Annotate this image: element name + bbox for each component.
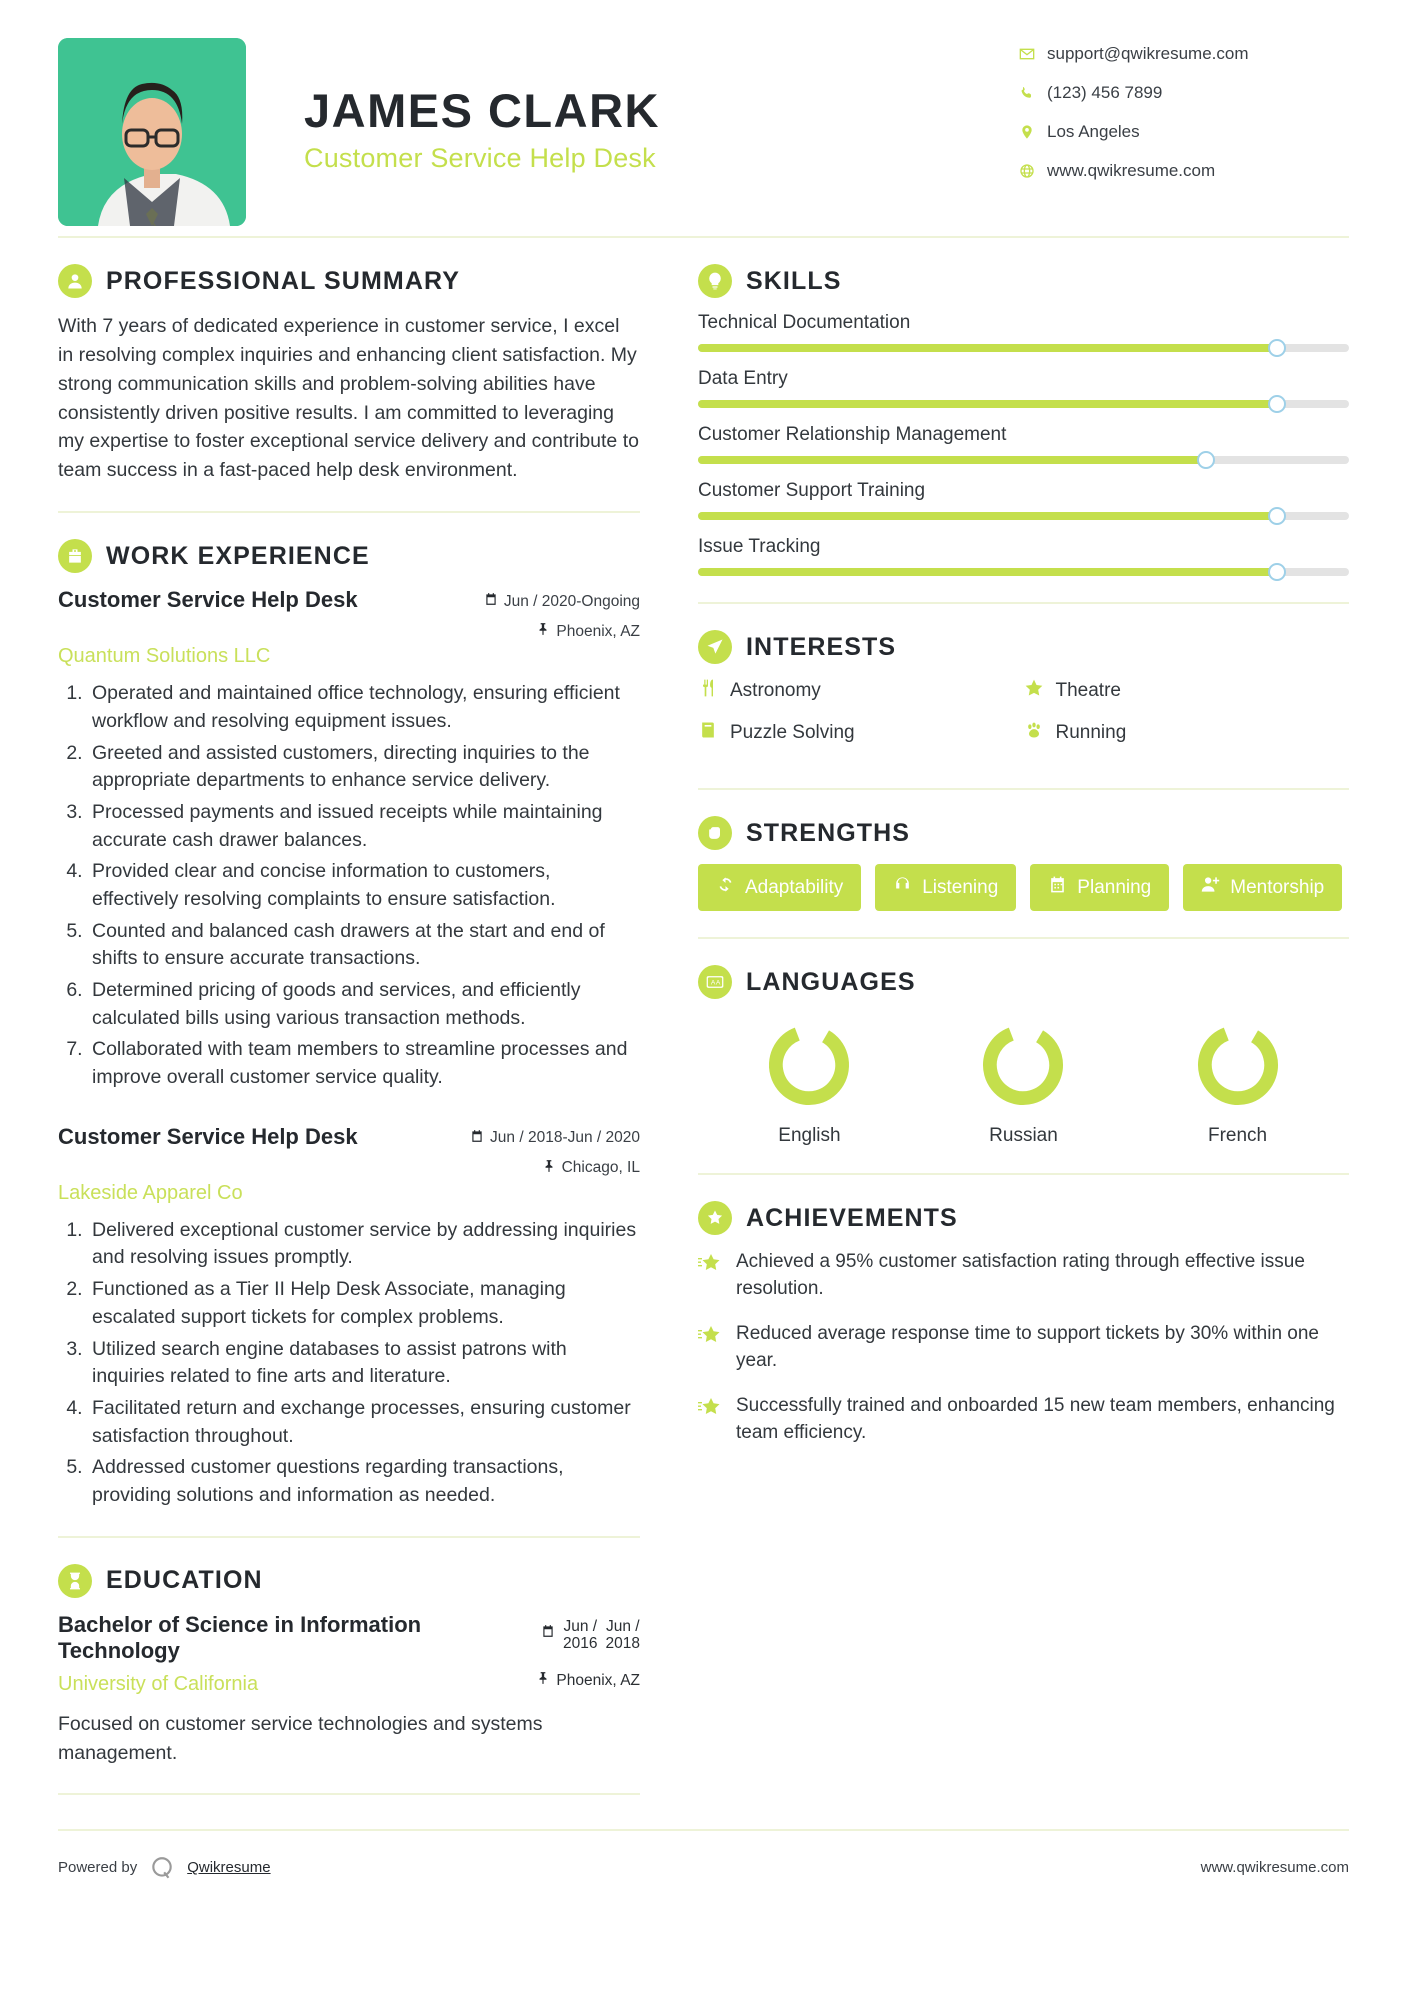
- work-bullet: 6. Determined pricing of goods and services, and efficiently calculated bills using various transaction methods.: [88, 977, 640, 1032]
- education-note: Focused on customer service technologies and systems management.: [58, 1713, 543, 1764]
- interests-list: [698, 678, 1349, 762]
- section-header: [58, 1564, 640, 1598]
- education-start-year: 2016: [563, 1635, 598, 1653]
- work-bullets: [58, 1217, 640, 1510]
- skill-fill: [698, 568, 1277, 576]
- section-languages: [698, 939, 1349, 1175]
- section-skills: [698, 238, 1349, 604]
- fist-icon: [698, 816, 732, 850]
- language-label: French: [1207, 1125, 1268, 1146]
- calendar-icon: [1048, 875, 1067, 900]
- education-end-year: 2018: [605, 1635, 640, 1653]
- work-bullets: [58, 680, 640, 1092]
- education-degree: Bachelor of Science in Information Technology: [58, 1611, 422, 1664]
- column-gap: [670, 238, 698, 1795]
- achievement-text: Reduced average response time to support tickets by 30% within one year.: [736, 1322, 1319, 1371]
- section-divider: [58, 1793, 640, 1795]
- work-role: Customer Service Help Desk: [58, 587, 358, 613]
- work-bullet: 2. Greeted and assisted customers, directing inquiries to the appropriate departments to enhance service delivery.: [88, 740, 640, 795]
- work-dates-row: [470, 1129, 640, 1148]
- education-start-month: Jun /: [563, 1617, 598, 1635]
- skill-knob: [1268, 339, 1286, 357]
- paperplane-icon: [698, 630, 732, 664]
- language-label: English: [778, 1125, 841, 1146]
- contact-phone-value: (123) 456 7899: [1047, 83, 1163, 102]
- achievement-item: [698, 1321, 1349, 1375]
- education-entry-header: [58, 1612, 640, 1666]
- footer-website[interactable]: www.qwikresume.com: [1200, 1859, 1349, 1877]
- qwikresume-logo-icon: [149, 1855, 175, 1881]
- phone-icon: [1019, 85, 1047, 101]
- avatar-image: [58, 38, 246, 226]
- work-organization: Lakeside Apparel Co: [58, 1181, 243, 1204]
- identity-block: [246, 38, 1019, 174]
- skill-label: Technical Documentation: [698, 312, 911, 333]
- language-item: [704, 1019, 915, 1147]
- section-title: ACHIEVEMENTS: [746, 1203, 958, 1232]
- section-interests: [698, 604, 1349, 790]
- language-item: [1132, 1019, 1343, 1147]
- refresh-icon: [716, 875, 735, 900]
- education-end-month: Jun /: [605, 1617, 640, 1635]
- skill-slider[interactable]: [698, 512, 1349, 520]
- work-bullet: 3. Utilized search engine databases to assist patrons with inquiries related to fine arts and literature.: [88, 1336, 640, 1391]
- work-meta: [484, 587, 640, 641]
- strength-label: Adaptability: [745, 876, 844, 898]
- skill-label: Data Entry: [698, 368, 788, 389]
- pin-icon: [536, 622, 550, 641]
- work-bullet: 1. Delivered exceptional customer service by addressing inquiries and resolving issues promptly.: [88, 1217, 640, 1272]
- achievement-item: [698, 1393, 1349, 1447]
- strength-chip: [1183, 864, 1342, 911]
- skill-slider[interactable]: [698, 344, 1349, 352]
- section-work-experience: [58, 513, 640, 1538]
- svg-text:A: A: [715, 979, 721, 987]
- work-bullet: 3. Processed payments and issued receipts while maintaining accurate cash drawer balances.: [88, 799, 640, 854]
- paw-icon: [1024, 720, 1044, 746]
- education-location-row: [536, 1671, 640, 1690]
- contact-location[interactable]: [1019, 122, 1349, 142]
- star-icon: [698, 1321, 722, 1375]
- section-title: INTERESTS: [746, 632, 897, 661]
- contact-location-value: Los Angeles: [1047, 122, 1140, 141]
- work-dates: Jun / 2018-Jun / 2020: [490, 1129, 640, 1147]
- work-meta: [470, 1124, 640, 1178]
- star-icon: [698, 1249, 722, 1303]
- work-bullet: 7. Collaborated with team members to streamline processes and improve overall customer service quality.: [88, 1036, 640, 1091]
- skill-item: [698, 480, 1349, 520]
- interest-item: [698, 678, 1024, 704]
- interest-item: [1024, 678, 1350, 704]
- section-header: [698, 630, 1349, 664]
- summary-text: With 7 years of dedicated experience in customer service, I excel in resolving complex inquiries and enhancing client satisfaction. My strong communication skills and problem-solving abilities have consistently driven positive results. I am committed to leveraging my expertise to foster exceptional service delivery and contribute to team success in a fast-paced help desk environment.: [58, 315, 639, 482]
- section-title: LANGUAGES: [746, 967, 916, 996]
- contact-list: [1019, 38, 1349, 200]
- globe-icon: [1019, 163, 1047, 179]
- user-plus-icon: [1201, 875, 1220, 900]
- skill-slider[interactable]: [698, 456, 1349, 464]
- interest-label: Astronomy: [730, 680, 821, 701]
- strengths-list: [698, 864, 1349, 911]
- work-entry: [58, 1124, 640, 1510]
- languages-list: [698, 1013, 1349, 1147]
- work-bullet: 4. Facilitated return and exchange processes, ensuring customer satisfaction throughout.: [88, 1395, 640, 1450]
- cutlery-icon: [698, 678, 718, 704]
- section-education: [58, 1538, 640, 1795]
- education-dates: [541, 1612, 640, 1654]
- bulb-icon: [698, 264, 732, 298]
- work-role: Customer Service Help Desk: [58, 1123, 358, 1149]
- work-bullet: 5. Addressed customer questions regarding transactions, providing solutions and information as needed.: [88, 1454, 640, 1509]
- job-title: Customer Service Help Desk: [304, 143, 656, 174]
- work-dates: Jun / 2020-Ongoing: [503, 592, 640, 610]
- interest-label: Theatre: [1055, 680, 1121, 701]
- section-achievements: [698, 1175, 1349, 1447]
- content-columns: [58, 238, 1349, 1795]
- pin-icon: [542, 1159, 556, 1178]
- skill-item: [698, 536, 1349, 576]
- contact-website[interactable]: [1019, 161, 1349, 181]
- skill-item: [698, 368, 1349, 408]
- book-icon: [698, 720, 718, 746]
- section-header: [698, 1201, 1349, 1235]
- achievement-text: Achieved a 95% customer satisfaction rating through effective issue resolution.: [736, 1251, 1305, 1299]
- section-title: SKILLS: [746, 266, 842, 295]
- graduation-icon: [58, 1564, 92, 1598]
- contact-email[interactable]: [1019, 44, 1349, 64]
- section-title: PROFESSIONAL SUMMARY: [106, 266, 460, 295]
- section-header: [698, 264, 1349, 298]
- skill-knob: [1268, 563, 1286, 581]
- person-icon: [58, 264, 92, 298]
- language-item: [918, 1019, 1129, 1147]
- section-header: [58, 539, 640, 573]
- right-column: [698, 238, 1349, 1795]
- avatar: [58, 38, 246, 226]
- footer: [58, 1831, 1349, 1911]
- work-entry: [58, 587, 640, 1092]
- work-location-row: [484, 622, 640, 641]
- briefcase-icon: [58, 539, 92, 573]
- work-bullet: 5. Counted and balanced cash drawers at the start and end of shifts to ensure accurate transactions.: [88, 918, 640, 973]
- footer-branding: [58, 1855, 271, 1881]
- skill-knob: [1268, 395, 1286, 413]
- svg-text:A: A: [710, 979, 716, 987]
- email-icon: [1019, 46, 1047, 62]
- page-title: JAMES CLARK: [304, 84, 660, 137]
- skill-fill: [698, 400, 1277, 408]
- work-entry-header: [58, 587, 640, 641]
- skill-slider[interactable]: [698, 400, 1349, 408]
- skill-label: Customer Relationship Management: [698, 424, 1007, 445]
- work-location: Chicago, IL: [561, 1159, 640, 1177]
- section-title: STRENGTHS: [746, 818, 911, 847]
- section-title: WORK EXPERIENCE: [106, 541, 370, 570]
- skill-label: Customer Support Training: [698, 480, 926, 501]
- interest-label: Running: [1055, 722, 1127, 743]
- section-header: [698, 965, 1349, 999]
- language-label: Russian: [989, 1125, 1058, 1146]
- qwikresume-link[interactable]: Qwikresume: [187, 1859, 271, 1877]
- education-organization: University of California: [58, 1673, 259, 1696]
- powered-by-label: Powered by: [58, 1859, 138, 1877]
- achievement-item: [698, 1249, 1349, 1303]
- language-donut: [977, 1019, 1069, 1111]
- education-location: Phoenix, AZ: [556, 1671, 640, 1689]
- interest-label: Puzzle Solving: [730, 722, 855, 743]
- language-donut: [763, 1019, 855, 1111]
- pin-icon: [536, 1671, 550, 1690]
- education-end-date: [606, 1618, 640, 1654]
- left-column: [58, 238, 670, 1795]
- calendar-icon: [541, 1618, 555, 1643]
- contact-website-value: www.qwikresume.com: [1047, 161, 1216, 180]
- star-icon: [698, 1393, 722, 1447]
- star-icon: [1024, 678, 1044, 704]
- work-location-row: [470, 1159, 640, 1178]
- skill-label: Issue Tracking: [698, 536, 821, 557]
- work-dates-row: [484, 592, 640, 611]
- work-bullet: 1. Operated and maintained office technology, ensuring efficient workflow and resolving equipment issues.: [88, 680, 640, 735]
- section-strengths: [698, 790, 1349, 939]
- strength-label: Mentorship: [1230, 876, 1325, 898]
- work-location: Phoenix, AZ: [556, 622, 640, 640]
- skill-item: [698, 424, 1349, 464]
- contact-email-value: support@qwikresume.com: [1047, 44, 1249, 63]
- interest-item: [698, 720, 1024, 746]
- work-entry-header: [58, 1124, 640, 1178]
- skill-knob: [1268, 507, 1286, 525]
- strength-label: Planning: [1077, 876, 1152, 898]
- work-bullet: 4. Provided clear and concise information to customers, effectively resolving complaints to ensure satisfaction.: [88, 858, 640, 913]
- strength-chip: [698, 864, 861, 911]
- section-title: EDUCATION: [106, 1566, 263, 1595]
- calendar-icon: [470, 1129, 484, 1148]
- skill-slider[interactable]: [698, 568, 1349, 576]
- strength-label: Listening: [922, 876, 999, 898]
- resume-header: [58, 38, 1349, 236]
- skill-item: [698, 312, 1349, 352]
- contact-phone[interactable]: [1019, 83, 1349, 103]
- interest-item: [1024, 720, 1350, 746]
- strength-chip: [1030, 864, 1169, 911]
- skill-knob: [1197, 451, 1215, 469]
- location-icon: [1019, 124, 1047, 140]
- section-header: [58, 264, 640, 298]
- skill-fill: [698, 344, 1277, 352]
- language-donut: [1192, 1019, 1284, 1111]
- skill-fill: [698, 512, 1277, 520]
- section-header: [698, 816, 1349, 850]
- strength-chip: [875, 864, 1016, 911]
- badge-star-icon: [698, 1201, 732, 1235]
- education-entry-subheader: [58, 1665, 640, 1696]
- calendar-icon: [484, 592, 498, 611]
- work-organization: Quantum Solutions LLC: [58, 645, 271, 668]
- translate-icon: [698, 965, 732, 999]
- achievement-text: Successfully trained and onboarded 15 new team members, enhancing team efficiency.: [736, 1394, 1335, 1443]
- work-bullet: 2. Functioned as a Tier II Help Desk Associate, managing escalated support tickets for complex problems.: [88, 1276, 640, 1331]
- education-start-date: [563, 1618, 597, 1654]
- headphones-icon: [893, 875, 912, 900]
- section-professional-summary: [58, 238, 640, 513]
- skill-fill: [698, 456, 1206, 464]
